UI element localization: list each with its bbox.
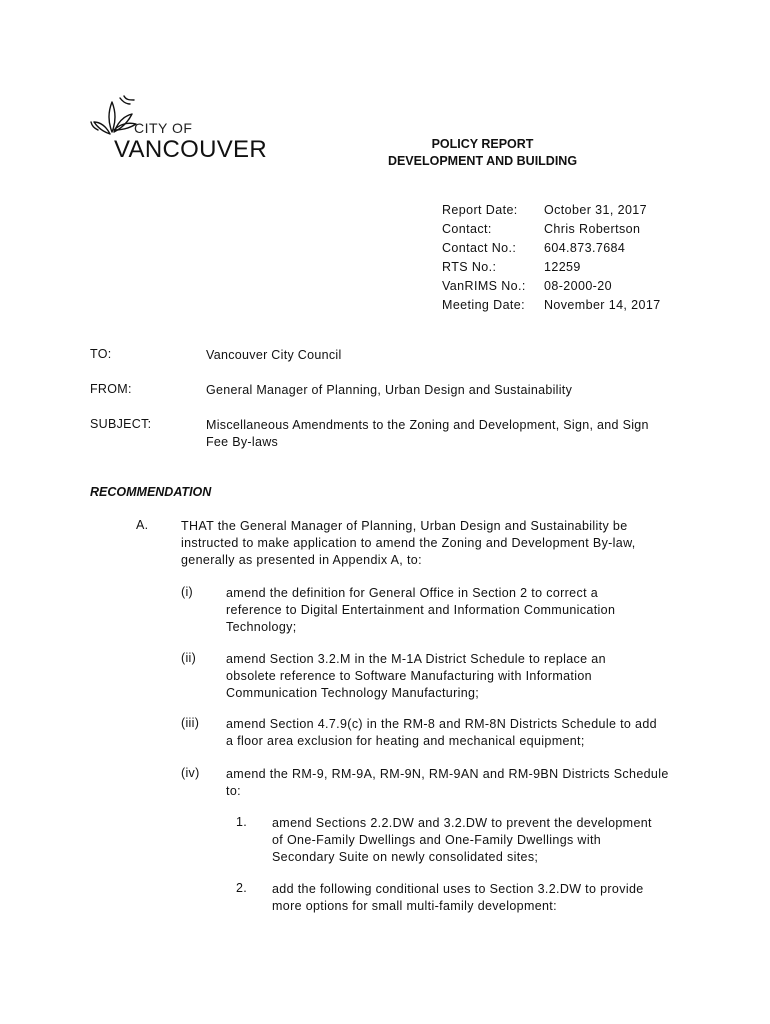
text-line: more options for small multi-family development: — [272, 899, 557, 913]
text-line: THAT the General Manager of Planning, Urban Design and Sustainability be — [181, 519, 628, 533]
subject-value — [206, 417, 686, 451]
text-line: Technology; — [226, 620, 297, 634]
text-line: Communication Technology Manufacturing; — [226, 686, 480, 700]
meta-value: 604.873.7684 — [544, 241, 626, 255]
to-label: TO: — [90, 347, 112, 361]
logo-vancouver: VANCOUVER — [114, 136, 267, 163]
list-item — [226, 716, 657, 750]
text-line: amend Section 4.7.9(c) in the RM-8 and RM-8N Districts Schedule to add — [226, 717, 657, 731]
logo-city-of: CITY OF — [134, 120, 193, 136]
item-marker: (iv) — [181, 766, 200, 780]
meta-value: October 31, 2017 — [544, 203, 647, 217]
text-line: amend the definition for General Office in Section 2 to correct a — [226, 586, 599, 600]
meta-label: RTS No.: — [442, 260, 497, 274]
report-title — [380, 136, 585, 170]
meta-value: Chris Robertson — [544, 222, 641, 236]
list-item — [226, 651, 606, 702]
report-title-line2: DEVELOPMENT AND BUILDING — [387, 154, 578, 168]
meta-value: 12259 — [544, 260, 581, 274]
meta-row-contact — [442, 220, 661, 239]
text-line: reference to Digital Entertainment and Information Communication — [226, 603, 616, 617]
subject-line: Fee By-laws — [206, 435, 279, 449]
from-label: FROM: — [90, 382, 132, 396]
meta-value: November 14, 2017 — [544, 298, 661, 312]
meta-row-rts-no — [442, 258, 661, 277]
text-line: obsolete reference to Software Manufacturing with Information — [226, 669, 592, 683]
subject-line: Miscellaneous Amendments to the Zoning and Development, Sign, and Sign — [206, 418, 649, 432]
list-item — [226, 585, 615, 636]
report-metadata — [442, 201, 661, 315]
to-value: Vancouver City Council — [206, 348, 342, 362]
subject-label: SUBJECT: — [90, 417, 152, 431]
text-line: to: — [226, 784, 241, 798]
meta-row-vanrims-no — [442, 277, 661, 296]
meta-label: Contact: — [442, 222, 492, 236]
text-line: Secondary Suite on newly consolidated sites; — [272, 850, 539, 864]
text-line: add the following conditional uses to Section 3.2.DW to provide — [272, 882, 644, 896]
text-line: amend Section 3.2.M in the M-1A District Schedule to replace an — [226, 652, 606, 666]
report-title-line1: POLICY REPORT — [431, 137, 534, 151]
sub-list-item — [272, 815, 652, 866]
city-of-vancouver-logo — [90, 92, 270, 164]
recommendation-heading: RECOMMENDATION — [90, 485, 212, 499]
text-line: a floor area exclusion for heating and mechanical equipment; — [226, 734, 585, 748]
meta-row-report-date — [442, 201, 661, 220]
subitem-marker: 1. — [236, 815, 248, 829]
sub-list-item — [272, 881, 644, 915]
meta-label: VanRIMS No.: — [442, 279, 526, 293]
recommendation-a-text — [181, 518, 636, 569]
meta-row-contact-no — [442, 239, 661, 258]
text-line: instructed to make application to amend the Zoning and Development By-law, — [181, 536, 636, 550]
item-marker: A. — [136, 518, 149, 532]
text-line: amend the RM-9, RM-9A, RM-9N, RM-9AN and RM-9BN Districts Schedule — [226, 767, 669, 781]
from-value: General Manager of Planning, Urban Design and Sustainability — [206, 383, 573, 397]
text-line: of One-Family Dwellings and One-Family Dwellings with — [272, 833, 602, 847]
meta-label: Contact No.: — [442, 241, 517, 255]
meta-label: Report Date: — [442, 203, 518, 217]
item-marker: (iii) — [181, 716, 200, 730]
item-marker: (ii) — [181, 651, 197, 665]
text-line: amend Sections 2.2.DW and 3.2.DW to prevent the development — [272, 816, 652, 830]
list-item — [226, 766, 669, 800]
meta-row-meeting-date — [442, 296, 661, 315]
meta-label: Meeting Date: — [442, 298, 526, 312]
subitem-marker: 2. — [236, 881, 248, 895]
meta-value: 08-2000-20 — [544, 279, 612, 293]
text-line: generally as presented in Appendix A, to: — [181, 553, 422, 567]
item-marker: (i) — [181, 585, 194, 599]
